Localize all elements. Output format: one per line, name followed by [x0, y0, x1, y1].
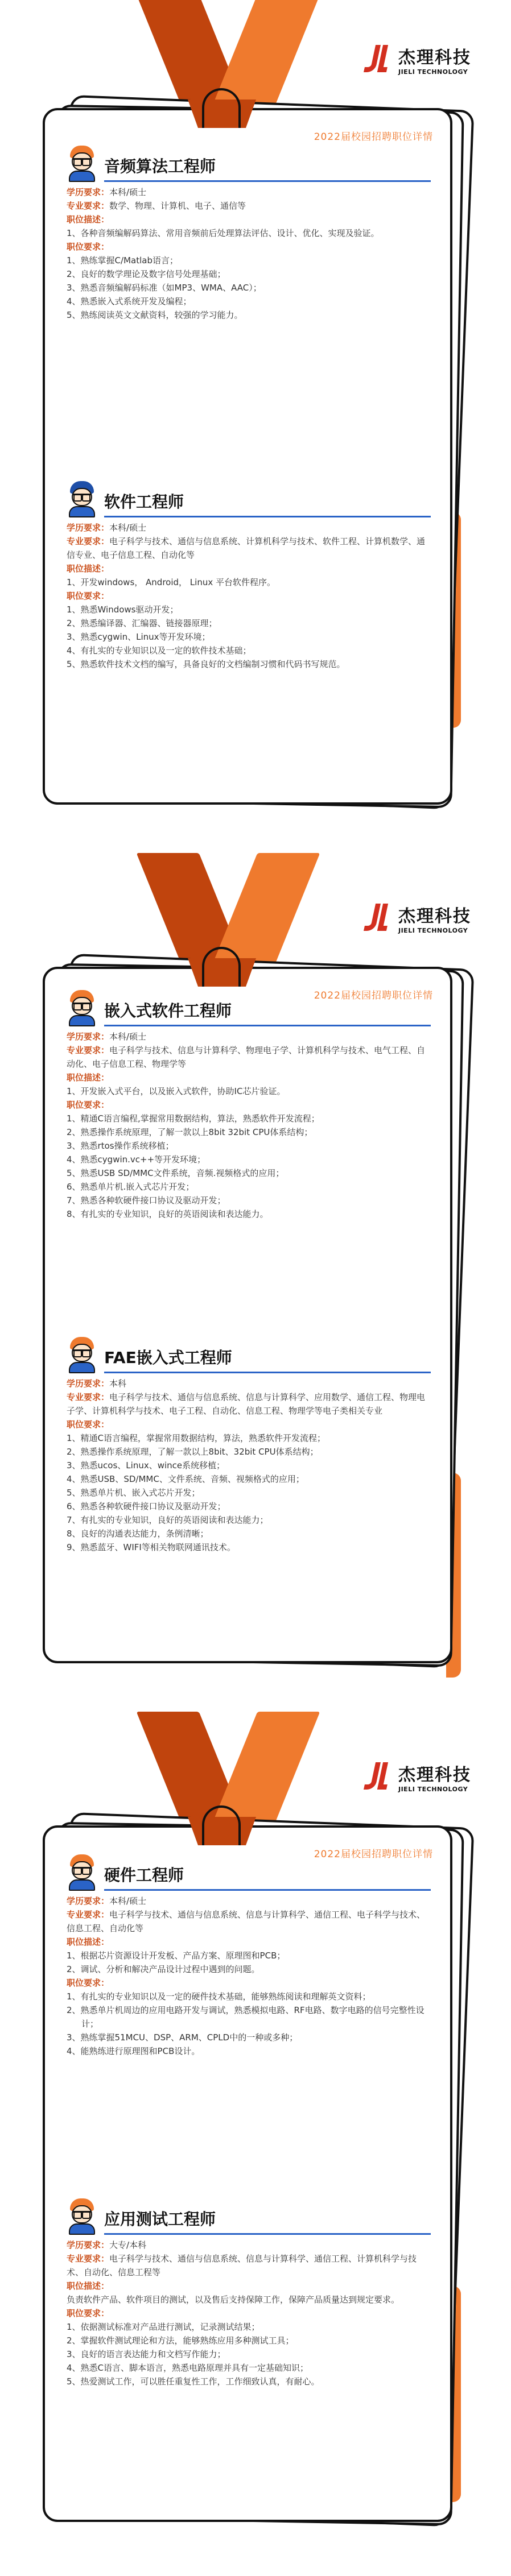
job-card: [43, 1825, 452, 2522]
req-item: 4、有扎实的专业知识以及一定的软件技术基础；: [67, 645, 252, 656]
req-item: 1、精通C语言编程,掌握常用数据结构，算法，熟悉软件开发流程；: [67, 1113, 320, 1124]
company-logo: [363, 1760, 471, 1793]
req-item: 3、熟悉ucos、Linux、wince系统移植；: [67, 1460, 225, 1471]
job-panel: [0, 1717, 511, 2576]
job-panel: [0, 859, 511, 1717]
major-value: 电子科学与技术、通信与信息系统、信息与计算科学、应用数学、通信工程、物理电子学、计算机科学与技术、电子工程、自动化、信息工程、物理学等电子类相关专业: [67, 1392, 426, 1416]
req-item: 4、熟悉cygwin.vc++等开发环境；: [67, 1154, 206, 1165]
req-item: 2、熟悉编译器、汇编器、链接器原理；: [67, 618, 217, 628]
req-item: 2、熟悉操作系统原理，了解一款以上8bit 32bit CPU体系结构；: [67, 1127, 313, 1137]
desc-item: 负责软件产品、软件项目的测试，以及售后支持保障工作，保障产品质量达到规定要求。: [67, 2295, 400, 2305]
req-item: 5、熟悉单片机、嵌入式芯片开发；: [67, 1488, 200, 1498]
job-title: 应用测试工程师: [104, 2210, 216, 2229]
edu-label: 学历要求：: [67, 2240, 110, 2250]
req-item: 9、熟悉蓝牙、WIFI等相关物联网通讯技术。: [67, 1542, 236, 1552]
req-item: 5、热爱测试工作，可以胜任重复性工作，工作细致认真，有耐心。: [67, 2376, 320, 2387]
edu-row: [67, 185, 431, 199]
desc-heading: 职位描述：: [67, 214, 110, 225]
jl-logo-icon: [363, 901, 394, 934]
req-item: 4、熟悉嵌入式系统开发及编程；: [67, 296, 192, 307]
job-card: [43, 108, 452, 805]
engineer-avatar-icon: [67, 2197, 97, 2235]
clip-ring: [202, 88, 241, 128]
req-item: 5、熟练阅读英文文献资料，较强的学习能力。: [67, 310, 243, 320]
edu-row: [67, 1894, 431, 1908]
desc-heading: 职位描述：: [67, 1937, 110, 1947]
req-heading: 职位要求：: [67, 1419, 110, 1430]
job-section: [67, 1853, 431, 2058]
job-section: [67, 480, 431, 671]
engineer-avatar-icon: [67, 480, 97, 517]
edu-value: 大专/本科: [109, 2240, 147, 2250]
major-label: 专业要求：: [67, 2254, 110, 2264]
engineer-avatar-icon: [67, 1853, 97, 1891]
req-item: 2、掌握软件测试理论和方法，能够熟练应用多种测试工具；: [67, 2335, 294, 2346]
desc-item: 1、各种音频编解码算法、常用音频前后处理算法评估、设计、优化、实现及验证。: [67, 228, 380, 238]
job-title: FAE嵌入式工程师: [104, 1348, 232, 1367]
job-title: 嵌入式软件工程师: [104, 1001, 232, 1020]
major-value: 电子科学与技术、通信与信息系统、信息与计算科学、通信工程、电子科学与技术、信息工程、自动化等: [67, 1910, 426, 1933]
req-item: 3、熟悉cygwin、Linux等开发环境；: [67, 632, 211, 642]
major-value: 电子科学与技术、通信与信息系统、计算机科学与技术、软件工程、计算机数学、通信专业、电子信息工程、自动化等: [67, 536, 426, 560]
req-item: 4、熟悉USB、SD/MMC、文件系统、音频、视频格式的应用；: [67, 1474, 304, 1484]
edu-row: [67, 1030, 431, 1043]
engineer-avatar-icon: [67, 1336, 97, 1373]
job-card: [43, 967, 452, 1663]
engineer-avatar-icon: [67, 144, 97, 182]
req-item: 4、熟悉C语言、脚本语言，熟悉电路原理并具有一定基础知识；: [67, 2363, 309, 2373]
req-item: 4、能熟练进行原理图和PCB设计。: [67, 2046, 200, 2056]
req-item: 2、熟悉操作系统原理，了解一款以上8bit、32bit CPU体系结构；: [67, 1447, 319, 1457]
req-item: 6、熟悉单片机.嵌入式芯片开发；: [67, 1182, 195, 1192]
edu-label: 学历要求：: [67, 1896, 110, 1906]
job-title: 音频算法工程师: [104, 157, 216, 176]
req-item: 3、熟练掌握51MCU、DSP、ARM、CPLD中的一种或多种；: [67, 2032, 298, 2043]
req-item: 8、有扎实的专业知识，良好的英语阅读和表达能力。: [67, 1209, 269, 1219]
edu-value: 本科/硕士: [109, 187, 147, 197]
major-value: 电子科学与技术、通信与信息系统、信息与计算科学、通信工程、计算机科学与技术、自动化、信息工程等: [67, 2254, 417, 2277]
major-value: 数学、物理、计算机、电子、通信等: [109, 201, 246, 211]
req-item: 7、有扎实的专业知识，良好的英语阅读和表达能力；: [67, 1515, 269, 1525]
jl-logo-icon: [363, 43, 394, 76]
edu-value: 本科/硕士: [109, 1896, 147, 1906]
engineer-avatar-icon: [67, 989, 97, 1026]
company-name-en: JIELI TECHNOLOGY: [398, 926, 468, 934]
req-item: 8、良好的沟通表达能力，条例清晰；: [67, 1529, 209, 1539]
req-item: 1、有扎实的专业知识以及一定的硬件技术基础，能够熟练阅读和理解英文资料；: [67, 1991, 371, 2002]
desc-item: 2、调试、分析和解决产品设计过程中遇到的问题。: [67, 1964, 260, 1974]
card-subtitle: 2022届校园招聘职位详情: [314, 1849, 433, 1860]
desc-item: 1、开发windows， Android， Linux 平台软件程序。: [67, 577, 275, 587]
desc-item: 1、开发嵌入式平台，以及嵌入式软件，协助IC芯片验证。: [67, 1086, 286, 1096]
job-panel: [0, 0, 511, 859]
major-row: [67, 1390, 431, 1418]
edu-value: 本科/硕士: [109, 1032, 147, 1042]
req-item: 3、良好的语言表达能力和文档写作能力；: [67, 2349, 226, 2359]
job-title: 软件工程师: [104, 492, 184, 511]
req-item: 2、熟悉单片机周边的应用电路开发与调试，熟悉模拟电路、RF电路、数字电路的信号完整性设计；: [67, 2005, 425, 2029]
major-row: [67, 199, 431, 213]
major-label: 专业要求：: [67, 1910, 110, 1920]
major-row: [67, 2252, 431, 2279]
edu-label: 学历要求：: [67, 523, 110, 533]
req-item: 7、熟悉各种软硬件接口协议及驱动开发；: [67, 1195, 226, 1206]
company-logo: [363, 43, 471, 76]
edu-row: [67, 2238, 431, 2252]
major-label: 专业要求：: [67, 536, 110, 546]
major-label: 专业要求：: [67, 1045, 110, 1055]
company-name-en: JIELI TECHNOLOGY: [398, 1785, 468, 1793]
company-name-cn: 杰理科技: [398, 47, 471, 68]
req-heading: 职位要求：: [67, 2308, 110, 2318]
desc-heading: 职位描述：: [67, 1072, 110, 1083]
desc-heading: 职位描述：: [67, 2281, 110, 2291]
req-item: 5、熟悉USB SD/MMC文件系统，音频.视频格式的应用；: [67, 1168, 285, 1178]
card-subtitle: 2022届校园招聘职位详情: [314, 131, 433, 143]
clip-ring: [202, 947, 241, 987]
clip-ring: [202, 1805, 241, 1845]
req-item: 3、熟悉rtos操作系统移植；: [67, 1141, 174, 1151]
req-heading: 职位要求：: [67, 242, 110, 252]
job-title: 硬件工程师: [104, 1866, 184, 1885]
card-subtitle: 2022届校园招聘职位详情: [314, 990, 433, 1001]
req-item: 1、熟悉Windows驱动开发；: [67, 604, 179, 615]
req-item: 2、良好的数学理论及数字信号处理基础；: [67, 269, 226, 279]
job-section: [67, 1336, 431, 1554]
req-heading: 职位要求：: [67, 1100, 110, 1110]
req-item: 6、熟悉各种软硬件接口协议及驱动开发；: [67, 1501, 226, 1511]
major-value: 电子科学与技术、信息与计算科学、物理电子学、计算机科学与技术、电气工程、自动化、电子信息工程、物理学等: [67, 1045, 426, 1069]
req-item: 1、熟练掌握C/Matlab语言；: [67, 255, 178, 266]
edu-value: 本科/硕士: [109, 523, 147, 533]
desc-heading: 职位描述：: [67, 564, 110, 574]
job-section: [67, 144, 431, 322]
desc-item: 1、根据芯片资源设计开发板、产品方案、原理图和PCB；: [67, 1950, 286, 1961]
job-section: [67, 989, 431, 1221]
req-item: 1、依据测试标准对产品进行测试，记录测试结果；: [67, 2322, 260, 2332]
edu-label: 学历要求：: [67, 1032, 110, 1042]
company-logo: [363, 901, 471, 934]
edu-label: 学历要求：: [67, 1378, 110, 1389]
major-row: [67, 535, 431, 562]
major-row: [67, 1908, 431, 1935]
company-name-cn: 杰理科技: [398, 906, 471, 926]
major-label: 专业要求：: [67, 1392, 110, 1402]
req-item: 5、熟悉软件技术文档的编写，具备良好的文档编制习惯和代码书写规范。: [67, 659, 345, 669]
job-section: [67, 2197, 431, 2388]
edu-row: [67, 1377, 431, 1390]
req-item: 1、精通C语言编程，掌握常用数据结构，算法，熟悉软件开发流程；: [67, 1433, 326, 1443]
edu-label: 学历要求：: [67, 187, 110, 197]
edu-value: 本科: [109, 1378, 127, 1389]
edu-row: [67, 521, 431, 535]
major-label: 专业要求：: [67, 201, 110, 211]
company-name-cn: 杰理科技: [398, 1765, 471, 1785]
req-heading: 职位要求：: [67, 591, 110, 601]
req-item: 3、熟悉音频编解码标准（如MP3、WMA、AAC）；: [67, 283, 262, 293]
major-row: [67, 1043, 431, 1071]
jl-logo-icon: [363, 1760, 394, 1793]
req-heading: 职位要求：: [67, 1978, 110, 1988]
company-name-en: JIELI TECHNOLOGY: [398, 68, 468, 76]
